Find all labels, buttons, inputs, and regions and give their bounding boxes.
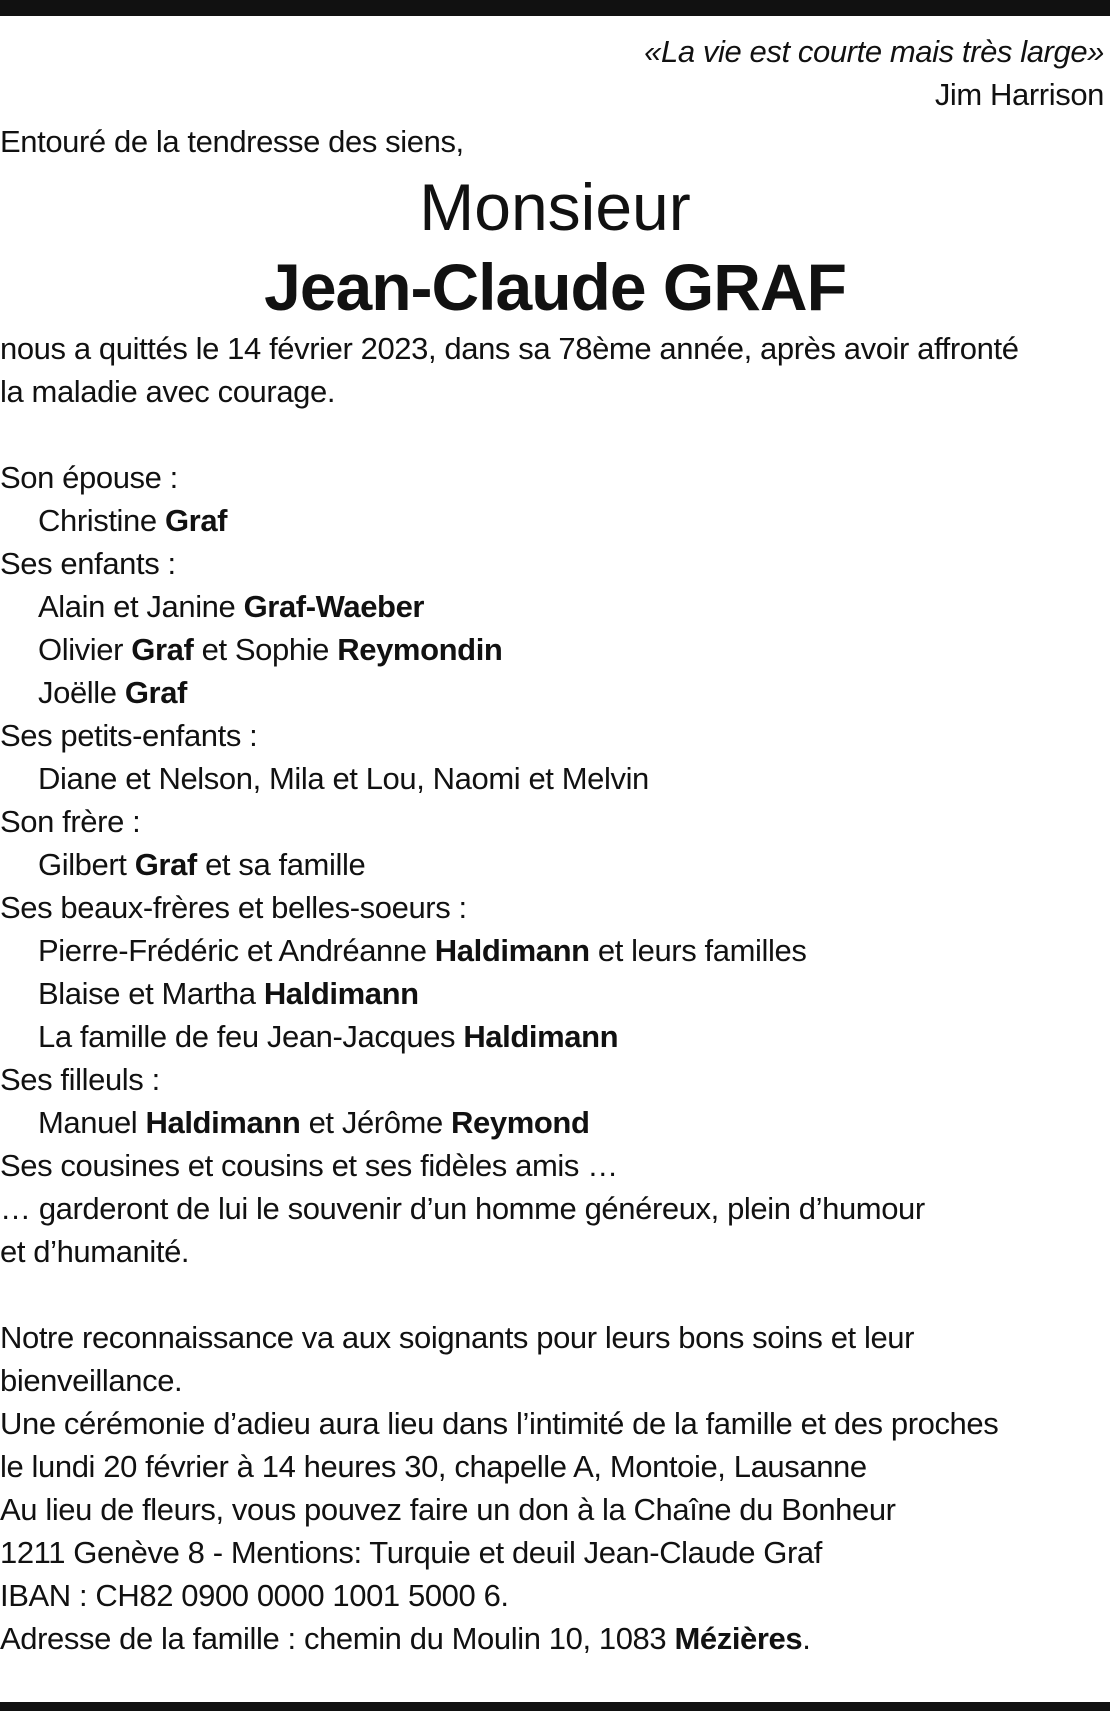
child-entry: Olivier Graf et Sophie Reymondin [38, 632, 503, 667]
inlaw-entry: Blaise et Martha Haldimann [38, 976, 419, 1011]
donation-line-2: 1211 Genève 8 - Mentions: Turquie et deuil Jean-Claude Graf [0, 1535, 822, 1570]
announcement-line-2: la maladie avec courage. [0, 374, 336, 409]
family-address: Adresse de la famille : chemin du Moulin 10, 1083 Mézières. [0, 1621, 811, 1656]
inlaw-entry: La famille de feu Jean-Jacques Haldimann [38, 1019, 619, 1054]
donation-iban: IBAN : CH82 0900 0000 1001 5000 6. [0, 1578, 509, 1613]
thanks-line-2: bienveillance. [0, 1363, 183, 1398]
grandchildren-entry: Diane et Nelson, Mila et Lou, Naomi et Melvin [38, 761, 649, 796]
ceremony-line-1: Une cérémonie d’adieu aura lieu dans l’intimité de la famille et des proches [0, 1406, 999, 1441]
salutation: Monsieur [419, 170, 691, 244]
deceased-name: Jean-Claude GRAF [264, 250, 846, 324]
spouse-entry: Christine Graf [38, 503, 228, 538]
inlaws-heading: Ses beaux-frères et belles-soeurs : [0, 890, 467, 925]
godchildren-entry: Manuel Haldimann et Jérôme Reymond [38, 1105, 590, 1140]
donation-line-1: Au lieu de fleurs, vous pouvez faire un don à la Chaîne du Bonheur [0, 1492, 896, 1527]
children-heading: Ses enfants : [0, 546, 176, 581]
ceremony-line-2: le lundi 20 février à 14 heures 30, chapelle A, Montoie, Lausanne [0, 1449, 867, 1484]
memory-line-2: et d’humanité. [0, 1234, 190, 1269]
inlaw-entry: Pierre-Frédéric et Andréanne Haldimann et leurs familles [38, 933, 807, 968]
memory-line-1: … garderont de lui le souvenir d’un homme généreux, plein d’humour [0, 1191, 925, 1226]
godchildren-heading: Ses filleuls : [0, 1062, 160, 1097]
bottom-rule [0, 1702, 1110, 1711]
cousins-line: Ses cousines et cousins et ses fidèles amis … [0, 1148, 618, 1183]
obituary-notice [0, 30, 1110, 1660]
brother-entry: Gilbert Graf et sa famille [38, 847, 366, 882]
thanks-line-1: Notre reconnaissance va aux soignants pour leurs bons soins et leur [0, 1320, 915, 1355]
intro-line: Entouré de la tendresse des siens, [0, 124, 464, 159]
child-entry: Joëlle Graf [38, 675, 187, 710]
top-rule [0, 0, 1110, 16]
epigraph-quote: «La vie est courte mais très large» [644, 34, 1104, 69]
grandchildren-heading: Ses petits-enfants : [0, 718, 258, 753]
announcement-line-1: nous a quittés le 14 février 2023, dans sa 78ème année, après avoir affronté [0, 331, 1019, 366]
epigraph-author: Jim Harrison [934, 77, 1104, 112]
brother-heading: Son frère : [0, 804, 141, 839]
spouse-heading: Son épouse : [0, 460, 178, 495]
child-entry: Alain et Janine Graf-Waeber [38, 589, 425, 624]
